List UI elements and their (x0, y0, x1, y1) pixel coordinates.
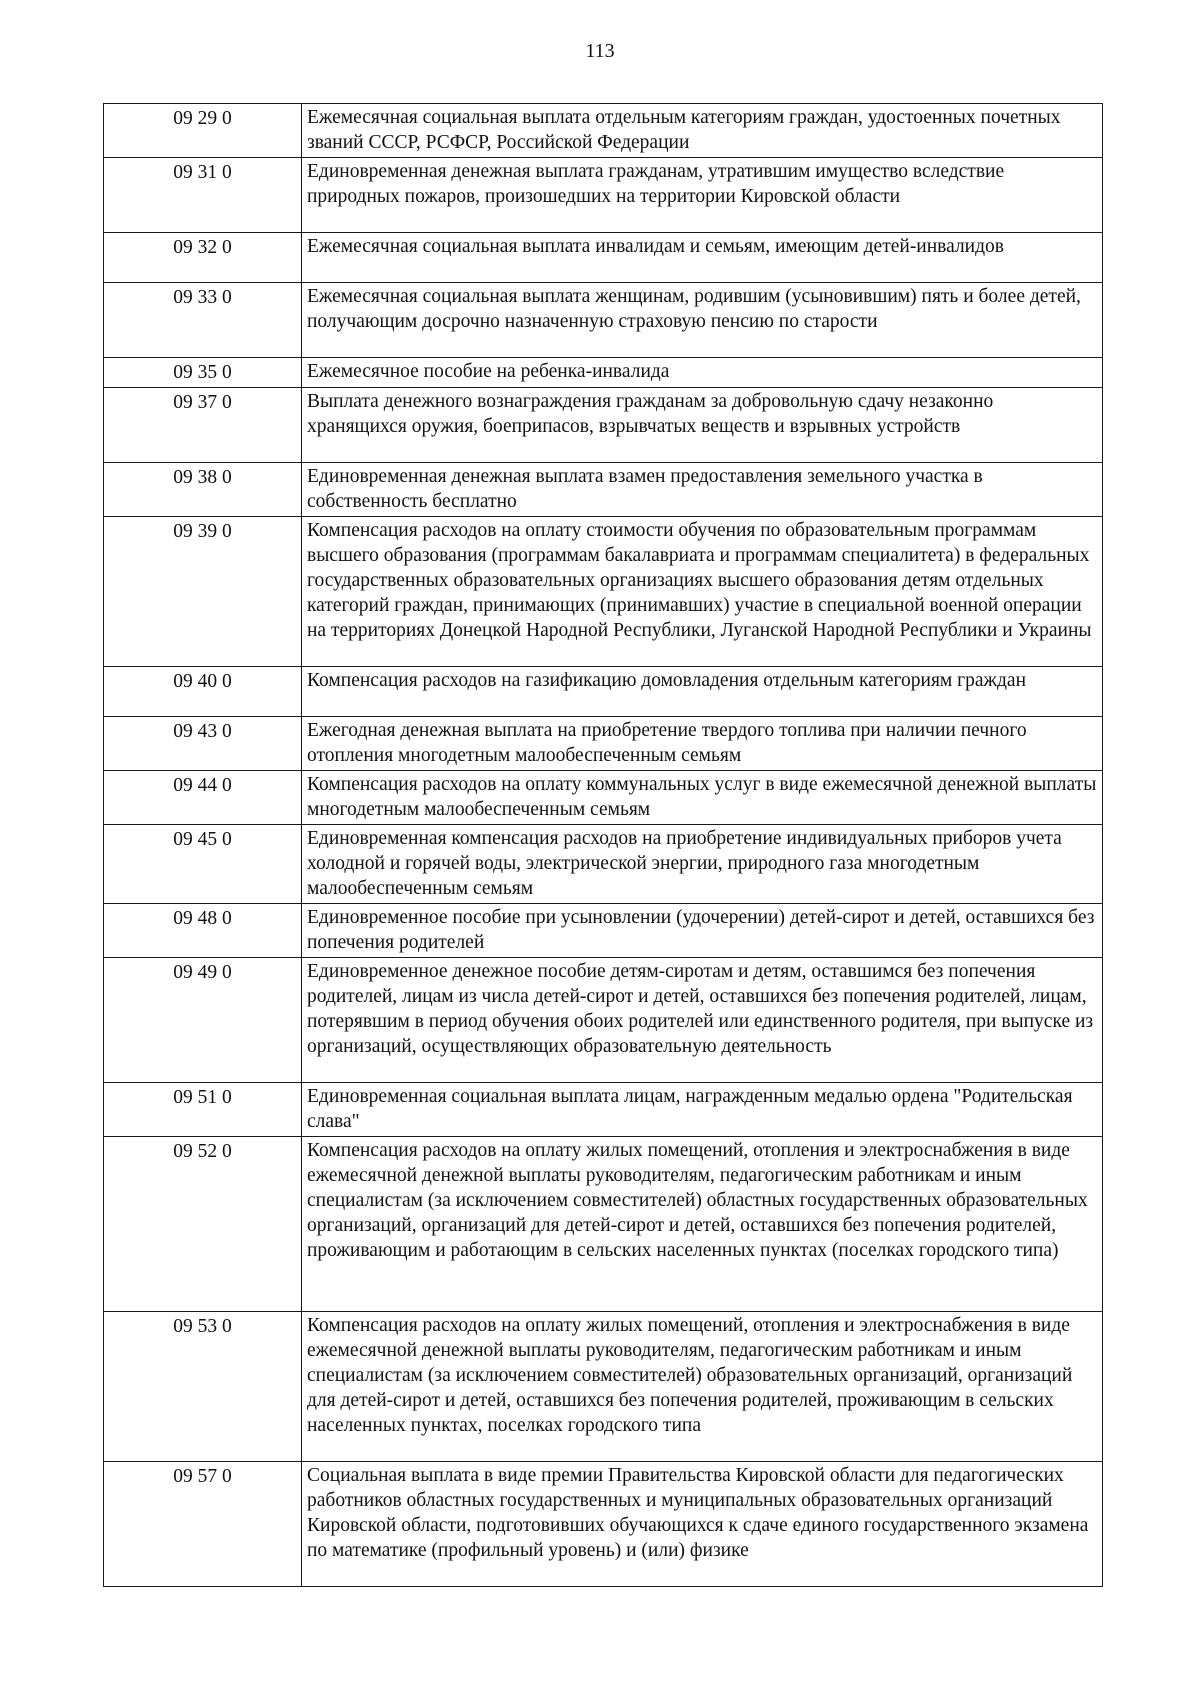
table-row (104, 825, 1103, 904)
row-description: Компенсация расходов на оплату коммунальных услуг в виде ежемесячной денежной выплаты многодетным малообеспеченным семьям (302, 771, 1103, 825)
row-code: 09 57 0 (104, 1462, 302, 1587)
table-row (104, 517, 1103, 667)
row-description: Компенсация расходов на газификацию домовладения отдельным категориям граждан (302, 667, 1103, 717)
row-code: 09 35 0 (104, 358, 302, 388)
classification-table (103, 103, 1103, 1587)
table-row (104, 233, 1103, 283)
row-code: 09 51 0 (104, 1083, 302, 1137)
table-row (104, 463, 1103, 517)
page-number: 113 (585, 40, 615, 62)
row-description: Выплата денежного вознаграждения гражданам за добровольную сдачу незаконно хранящихся оружия, боеприпасов, взрывчатых веществ и взрывных устройств (302, 388, 1103, 463)
row-description: Компенсация расходов на оплату стоимости обучения по образовательным программам высшего образования (программам бакалавриата и программам специалитета) в федеральных государственных образовательных организациях высшего образования детям отдельных категорий граждан, принимающих (принимавших) участие в специальной военной операции на территориях Донецкой Народной Республики, Луганской Народной Республики и Украины (302, 517, 1103, 667)
table-row (104, 1462, 1103, 1587)
row-description: Ежегодная денежная выплата на приобретение твердого топлива при наличии печного отопления многодетным малообеспеченным семьям (302, 717, 1103, 771)
table-row (104, 904, 1103, 958)
row-code: 09 31 0 (104, 158, 302, 233)
row-code: 09 43 0 (104, 717, 302, 771)
row-code: 09 38 0 (104, 463, 302, 517)
row-code: 09 37 0 (104, 388, 302, 463)
row-description: Компенсация расходов на оплату жилых помещений, отопления и электроснабжения в виде ежемесячной денежной выплаты руководителям, педагогическим работникам и иным специалистам (за исключением совместителей) образовательных организаций, организаций для детей-сирот и детей, оставшихся без попечения родителей, проживающим в сельских населенных пунктах, поселках городского типа (302, 1312, 1103, 1462)
table-row (104, 1083, 1103, 1137)
row-description: Единовременное пособие при усыновлении (удочерении) детей-сирот и детей, оставшихся без попечения родителей (302, 904, 1103, 958)
table-row (104, 158, 1103, 233)
table-row (104, 283, 1103, 358)
table-row (104, 667, 1103, 717)
row-description: Ежемесячная социальная выплата инвалидам и семьям, имеющим детей-инвалидов (302, 233, 1103, 283)
row-code: 09 32 0 (104, 233, 302, 283)
table-row (104, 1137, 1103, 1312)
row-code: 09 52 0 (104, 1137, 302, 1312)
row-code: 09 39 0 (104, 517, 302, 667)
row-code: 09 48 0 (104, 904, 302, 958)
table-row (104, 388, 1103, 463)
row-code: 09 29 0 (104, 104, 302, 158)
table-row (104, 717, 1103, 771)
row-description: Социальная выплата в виде премии Правительства Кировской области для педагогических работников областных государственных и муниципальных образовательных организаций Кировской области, подготовивших обучающихся к сдаче единого государственного экзамена по математике (профильный уровень) и (или) физике (302, 1462, 1103, 1587)
table-row (104, 104, 1103, 158)
row-code: 09 40 0 (104, 667, 302, 717)
row-description: Единовременное денежное пособие детям-сиротам и детям, оставшимся без попечения родителей, лицам из числа детей-сирот и детей, оставшихся без попечения родителей, лицам, потерявшим в период обучения обоих родителей или единственного родителя, при выпуске из организаций, осуществляющих образовательную деятельность (302, 958, 1103, 1083)
row-code: 09 44 0 (104, 771, 302, 825)
table-row (104, 771, 1103, 825)
row-description: Единовременная денежная выплата взамен предоставления земельного участка в собственность бесплатно (302, 463, 1103, 517)
row-description: Ежемесячная социальная выплата отдельным категориям граждан, удостоенных почетных званий СССР, РСФСР, Российской Федерации (302, 104, 1103, 158)
table-row (104, 1312, 1103, 1462)
row-code: 09 45 0 (104, 825, 302, 904)
row-description: Единовременная социальная выплата лицам, награжденным медалью ордена "Родительская слава" (302, 1083, 1103, 1137)
row-code: 09 53 0 (104, 1312, 302, 1462)
row-description: Компенсация расходов на оплату жилых помещений, отопления и электроснабжения в виде ежемесячной денежной выплаты руководителям, педагогическим работникам и иным специалистам (за исключением совместителей) областных государственных образовательных организаций, организаций для детей-сирот и детей, оставшихся без попечения родителей, проживающим и работающим в сельских населенных пунктах (поселках городского типа) (302, 1137, 1103, 1312)
row-description: Единовременная компенсация расходов на приобретение индивидуальных приборов учета холодной и горячей воды, электрической энергии, природного газа многодетным малообеспеченным семьям (302, 825, 1103, 904)
row-description: Ежемесячное пособие на ребенка-инвалида (302, 358, 1103, 388)
table-row (104, 958, 1103, 1083)
row-description: Единовременная денежная выплата гражданам, утратившим имущество вследствие природных пожаров, произошедших на территории Кировской области (302, 158, 1103, 233)
row-description: Ежемесячная социальная выплата женщинам, родившим (усыновившим) пять и более детей, получающим досрочно назначенную страховую пенсию по старости (302, 283, 1103, 358)
row-code: 09 33 0 (104, 283, 302, 358)
table-row (104, 358, 1103, 388)
row-code: 09 49 0 (104, 958, 302, 1083)
